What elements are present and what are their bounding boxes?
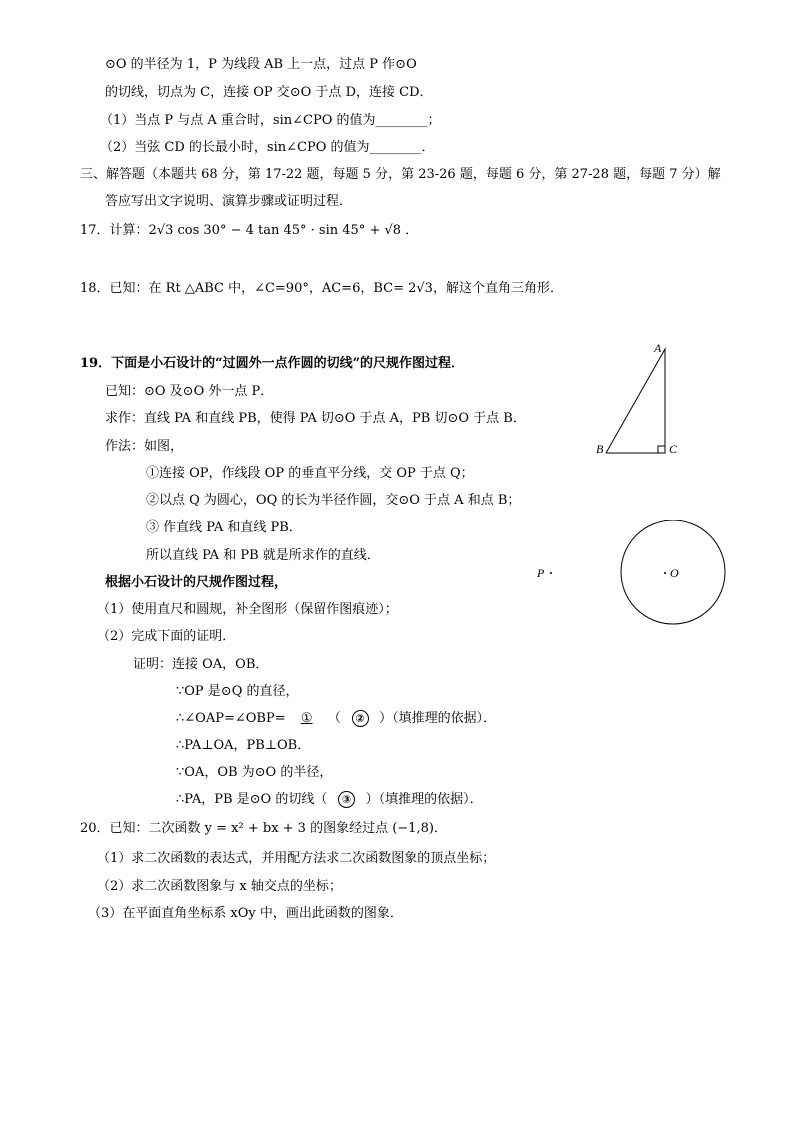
circle-figure (530, 520, 750, 625)
q19-given: 已知：⊙O 及⊙O 外一点 P． (105, 384, 274, 399)
q20: 20．已知：二次函数 y = x² + bx + 3 的图象经过点 (−1,8)． (80, 821, 447, 836)
proof-line-2 (176, 710, 496, 728)
section-3-heading-cont: 答应写出文字说明、演算步骤或证明过程． (105, 194, 353, 209)
vertex-b-label: B (596, 442, 604, 456)
triangle-shape (606, 349, 665, 453)
q18: 18．已知：在 Rt △ABC 中，∠C=90°，AC=6，BC= 2√3，解这个直角三角形． (80, 281, 563, 296)
fill-note-1: ）（填推理的依据）． (379, 711, 497, 726)
section-3-heading: 三、解答题（本题共 68 分，第 17-22 题，每题 5 分，第 23-26 题，每题 6 分，第 27-28 题，每题 7 分）解 (80, 167, 721, 182)
q19-method: 作法：如图， (105, 439, 184, 454)
q19-find: 求作：直线 PA 和直线 PB，使得 PA 切⊙O 于点 A，PB 切⊙O 于点 B． (105, 411, 526, 426)
q20-part-2: （2）求二次函数图象与 x 轴交点的坐标； (97, 879, 342, 894)
blank-3-label: ③ (338, 791, 355, 808)
right-angle-mark (658, 446, 665, 453)
paren-open: （ (327, 711, 341, 726)
blank-1[interactable]: ① (300, 711, 313, 726)
vertex-a-label: A (654, 341, 662, 355)
fill-note-2: ）（填推理的依据）． (365, 792, 483, 807)
q19-conclusion: 所以直线 PA 和 PB 就是所求作的直线． (146, 548, 380, 563)
right-triangle-figure (590, 335, 700, 465)
line-3: （1）当点 P 与点 A 重合时，sin∠CPO 的值为________； (100, 113, 441, 128)
proof-line-4: ∵OA，OB 为⊙O 的半径， (176, 765, 333, 780)
point-o-label: O (670, 566, 679, 580)
proof-line-5-text: ∴PA，PB 是⊙O 的切线（ (176, 792, 328, 807)
proof-line-5 (176, 791, 483, 809)
q19-part-1: （1）使用直尺和圆规，补全图形（保留作图痕迹）； (97, 602, 398, 617)
q20-part-1: （1）求二次函数的表达式，并用配方法求二次函数图象的顶点坐标； (97, 851, 496, 866)
proof-line-3: ∴PA⊥OA，PB⊥OB． (176, 738, 311, 753)
blank-2[interactable] (345, 710, 375, 728)
line-2: 的切线，切点为 C，连接 OP 交⊙O 于点 D，连接 CD． (105, 85, 433, 100)
blank-2-label: ② (352, 710, 369, 727)
point-p-label: P (537, 566, 545, 580)
q19-step-3: ③ 作直线 PA 和直线 PB． (146, 520, 302, 535)
q19-part-2: （2）完成下面的证明． (97, 629, 236, 644)
point-p-dot (550, 572, 552, 574)
q19-step-1: ①连接 OP，作线段 OP 的垂直平分线，交 OP 于点 Q； (146, 466, 474, 481)
blank-3[interactable] (331, 791, 361, 809)
proof-line-2-text: ∴∠OAP=∠OBP= (176, 711, 286, 726)
line-4: （2）当弦 CD 的长最小时，sin∠CPO 的值为________． (100, 140, 435, 155)
q20-part-3: （3）在平面直角坐标系 xOy 中，画出此函数的图象． (88, 906, 403, 921)
line-1: ⊙O 的半径为 1，P 为线段 AB 上一点，过点 P 作⊙O (105, 57, 417, 72)
proof-line-1: ∵OP 是⊙Q 的直径， (176, 684, 299, 699)
q19-title: 19．下面是小石设计的“过圆外一点作圆的切线”的尺规作图过程． (80, 356, 465, 371)
vertex-c-label: C (669, 442, 678, 456)
q17: 17．计算：2√3 cos 30° − 4 tan 45° · sin 45° + √8 ． (80, 223, 419, 238)
q19-according: 根据小石设计的尺规作图过程， (105, 575, 288, 590)
point-o-dot (664, 572, 666, 574)
q19-step-2: ②以点 Q 为圆心，OQ 的长为半径作圆，交⊙O 于点 A 和点 B； (146, 493, 521, 508)
proof-start: 证明：连接 OA，OB． (133, 657, 269, 672)
